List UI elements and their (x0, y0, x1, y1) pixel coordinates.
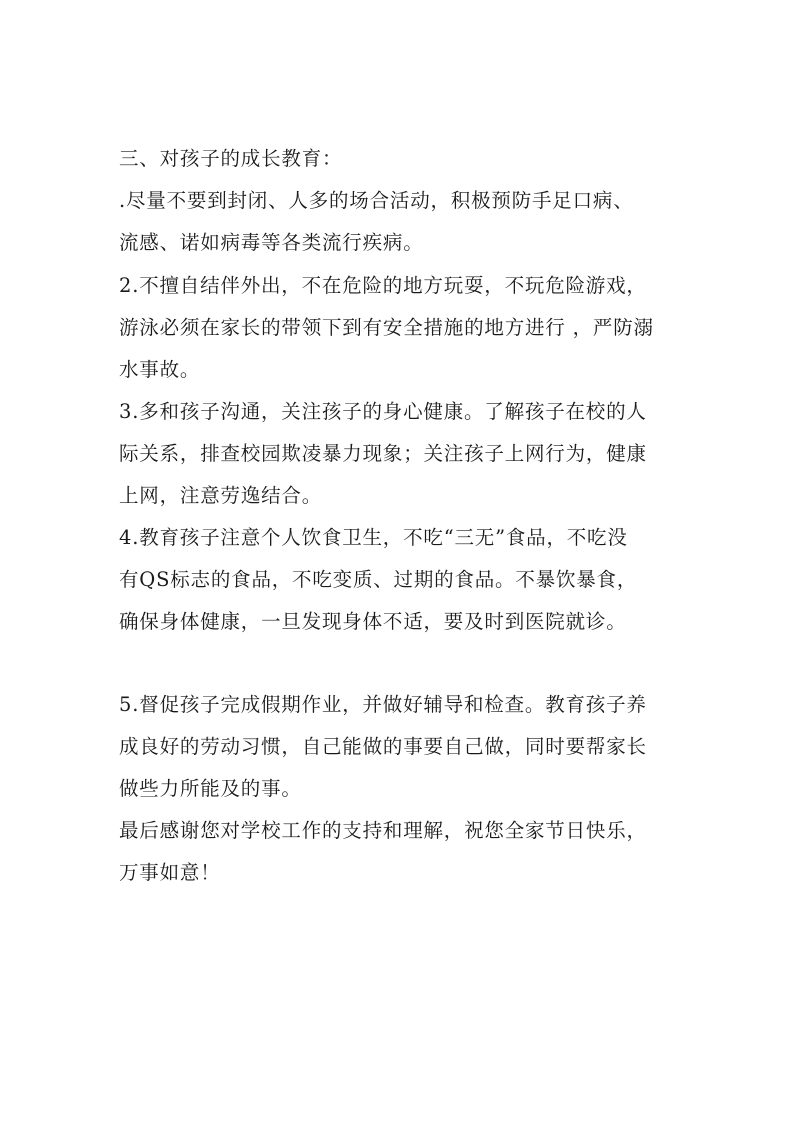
paragraph-line: 水事故。 (119, 358, 201, 381)
closing-line: 万事如意！ (119, 861, 221, 884)
paragraph-line: 2.不擅自结伴外出，不在危险的地方玩耍，不玩危险游戏， (119, 274, 647, 297)
closing-line: 最后感谢您对学校工作的支持和理解，祝您全家节日快乐， (119, 819, 647, 842)
paragraph-line: .尽量不要到封闭、人多的场合活动，积极预防手足口病、 (119, 189, 634, 212)
paragraph-line: 成良好的劳动习惯，自己能做的事要自己做，同时要帮家长 (119, 735, 647, 758)
paragraph-line: 流感、诺如病毒等各类流行疾病。 (119, 231, 424, 254)
paragraph-line: 3.多和孩子沟通，关注孩子的身心健康。了解孩子在校的人 (119, 400, 647, 423)
paragraph-line: 4.教育孩子注意个人饮食卫生，不吃“三无”食品，不吃没 (119, 526, 628, 549)
paragraph-line: 有QS标志的食品，不吃变质、过期的食品。不暴饮暴食， (119, 568, 638, 591)
paragraph-line: 5.督促孩子完成假期作业，并做好辅导和检查。教育孩子养 (119, 693, 647, 716)
paragraph-line: 确保身体健康，一旦发现身体不适，要及时到医院就诊。 (119, 610, 627, 633)
paragraph-line: 做些力所能及的事。 (119, 777, 302, 800)
paragraph-line: 际关系，排查校园欺凌暴力现象；关注孩子上网行为，健康 (119, 442, 647, 465)
paragraph-line: 上网，注意劳逸结合。 (119, 484, 323, 507)
paragraph-line: 游泳必须在家长的带领下到有安全措施的地方进行 ，严防溺 (119, 316, 654, 339)
section-heading: 三、对孩子的成长教育： (119, 147, 343, 170)
